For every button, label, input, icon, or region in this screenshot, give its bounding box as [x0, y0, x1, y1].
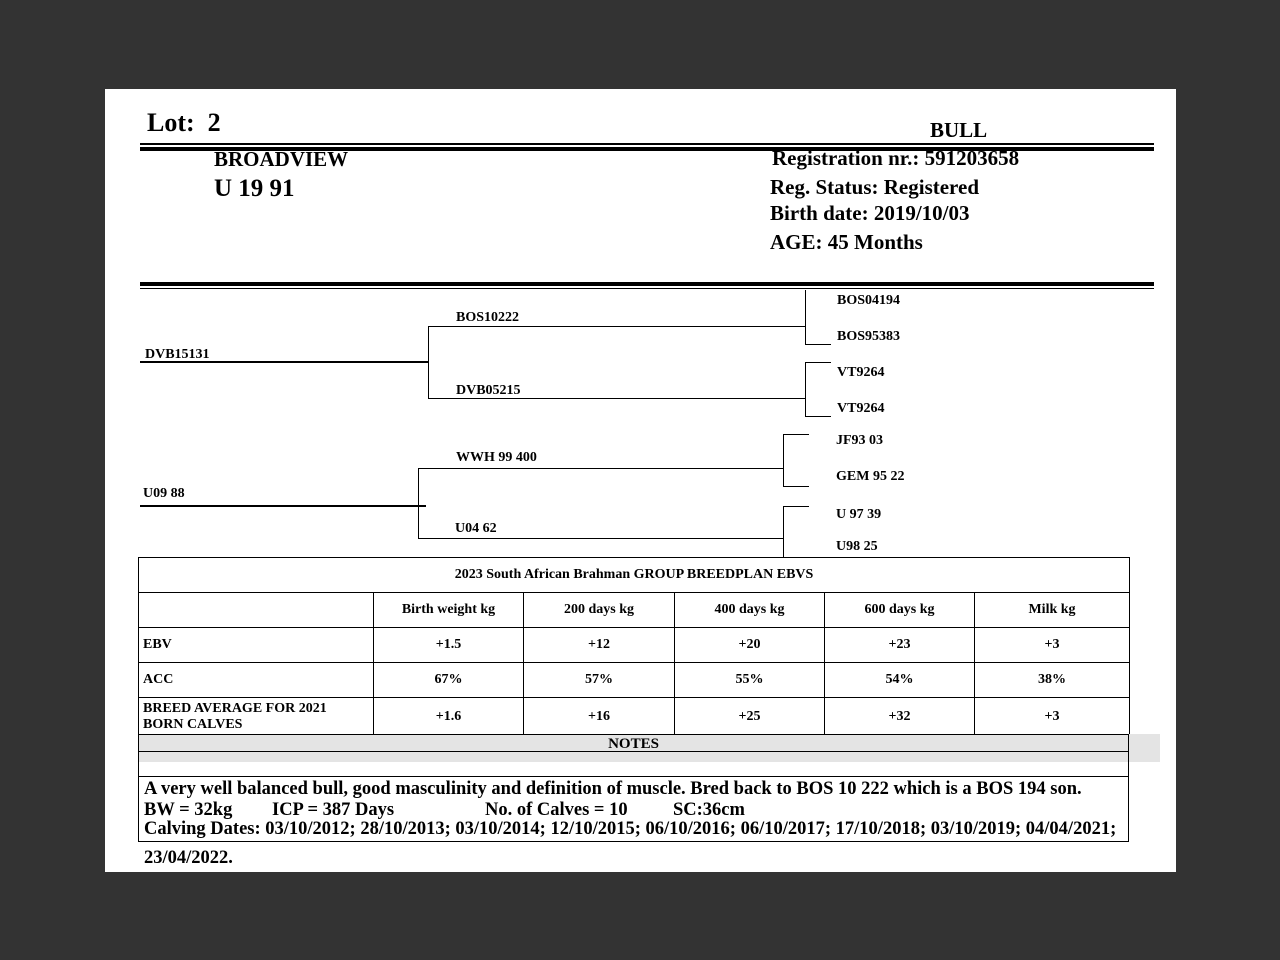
table-cell: +32: [825, 698, 975, 737]
table-cell: +12: [524, 628, 675, 663]
column-header: Birth weight kg: [374, 593, 524, 628]
table-cell: +3: [975, 698, 1130, 737]
table-cell: 55%: [675, 663, 825, 698]
ebv-table: [138, 557, 1130, 737]
table-row: [139, 663, 1130, 698]
row-label: ACC: [139, 663, 374, 698]
table-row: [139, 628, 1130, 663]
animal-id: U 19 91: [214, 175, 295, 202]
column-header: Milk kg: [975, 593, 1130, 628]
age: AGE: 45 Months: [770, 230, 923, 254]
sd-sire-name: VT9264: [837, 365, 885, 380]
notes-sc: SC:36cm: [673, 800, 745, 820]
ds-sire-name: JF93 03: [836, 433, 884, 448]
pedigree-rule-thin: [140, 288, 1154, 289]
ss-dam-name: BOS95383: [837, 329, 901, 344]
table-cell: +25: [675, 698, 825, 737]
pedigree-rule-thick: [140, 282, 1154, 286]
row-label: EBV: [139, 628, 374, 663]
column-header: [139, 593, 374, 628]
notes-divider: [138, 776, 1129, 777]
table-row: [139, 698, 1130, 737]
table-cell: +3: [975, 628, 1130, 663]
ebv-table-header-row: [139, 593, 1130, 628]
sd-dam-name: VT9264: [837, 401, 885, 416]
table-cell: 54%: [825, 663, 975, 698]
dam-name: U09 88: [143, 486, 185, 501]
table-cell: 38%: [975, 663, 1130, 698]
dam-sire-name: WWH 99 400: [456, 450, 537, 465]
notes-description: A very well balanced bull, good masculinity and definition of muscle. Bred back to BOS 10 222 which is a BOS 194 son.: [144, 779, 1082, 799]
notes-calving-dates-continued: 23/04/2022.: [144, 848, 233, 868]
row-label: BREED AVERAGE FOR 2021 BORN CALVES: [139, 698, 374, 737]
registration-number: Registration nr.: 591203658: [772, 146, 1020, 170]
sire-dam-name: DVB05215: [456, 383, 521, 398]
lot-label: Lot: 2: [147, 108, 221, 137]
notes-bw: BW = 32kg: [144, 800, 233, 820]
table-cell: +16: [524, 698, 675, 737]
birth-date: Birth date: 2019/10/03: [770, 201, 970, 225]
breeder-name: BROADVIEW: [214, 147, 349, 171]
table-cell: 67%: [374, 663, 524, 698]
ss-sire-name: BOS04194: [837, 293, 901, 308]
notes-title: NOTES: [608, 736, 659, 752]
table-cell: +23: [825, 628, 975, 663]
table-cell: +20: [675, 628, 825, 663]
dam-dam-name: U04 62: [455, 521, 497, 536]
table-cell: 57%: [524, 663, 675, 698]
sex-label: BULL: [930, 118, 988, 142]
ebv-table-title: 2023 South African Brahman GROUP BREEDPLAN EBVS: [139, 558, 1130, 593]
column-header: 400 days kg: [675, 593, 825, 628]
notes-calves: No. of Calves = 10: [485, 800, 628, 820]
table-cell: +1.6: [374, 698, 524, 737]
dd-dam-name: U98 25: [836, 539, 878, 554]
sire-sire-name: BOS10222: [456, 310, 520, 325]
header-rule-thin: [140, 143, 1154, 145]
sire-name: DVB15131: [145, 347, 210, 362]
column-header: 600 days kg: [825, 593, 975, 628]
dd-sire-name: U 97 39: [836, 507, 882, 522]
notes-icp: ICP = 387 Days: [272, 800, 395, 820]
ds-dam-name: GEM 95 22: [836, 469, 905, 484]
ebv-table-title-row: [139, 558, 1130, 593]
table-cell: +1.5: [374, 628, 524, 663]
registration-status: Reg. Status: Registered: [770, 175, 979, 199]
column-header: 200 days kg: [524, 593, 675, 628]
notes-calving-dates: Calving Dates: 03/10/2012; 28/10/2013; 03/10/2014; 12/10/2015; 06/10/2016; 06/10/2017; 17/10/2018; 03/10/2019; 04/04/2021;: [144, 819, 1117, 839]
